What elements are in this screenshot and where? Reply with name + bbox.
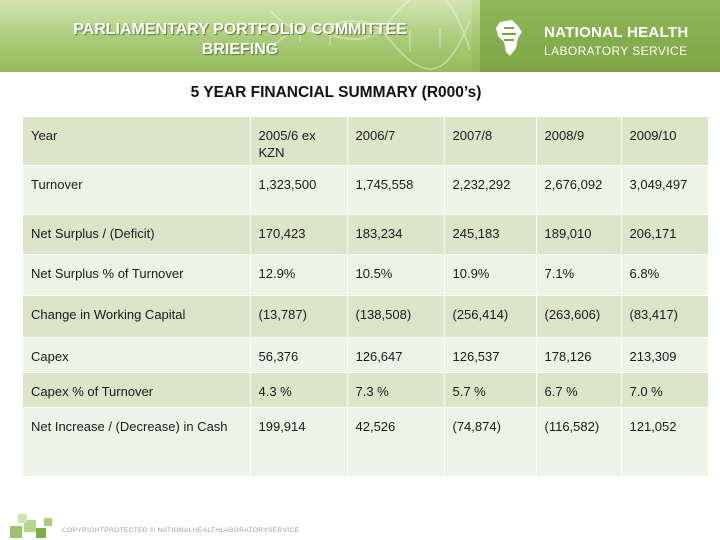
table-cell: 206,171	[621, 215, 708, 255]
table-cell: 178,126	[536, 338, 621, 373]
table-cell: 5.7 %	[444, 373, 536, 408]
table-cell: 126,537	[444, 338, 536, 373]
table-cell: 170,423	[250, 215, 347, 255]
header-cell: 2005/6 ex KZN	[250, 117, 347, 166]
header-cell: 2008/9	[536, 117, 621, 166]
table-cell: 10.9%	[444, 255, 536, 296]
row-label: Capex	[23, 338, 250, 373]
financial-summary-table	[23, 116, 708, 476]
table-cell: (13,787)	[250, 296, 347, 338]
title-line-1: PARLIAMENTARY PORTFOLIO COMMITTEE	[73, 21, 407, 38]
table-cell: (263,606)	[536, 296, 621, 338]
table-cell: (256,414)	[444, 296, 536, 338]
table-cell: 2,676,092	[536, 166, 621, 215]
title-panel	[0, 0, 472, 72]
table-cell: 1,323,500	[250, 166, 347, 215]
table-cell: 3,049,497	[621, 166, 708, 215]
header-cell: 2007/8	[444, 117, 536, 166]
table-cell: 2,232,292	[444, 166, 536, 215]
africa-logo-icon	[492, 18, 526, 58]
table-cell: 213,309	[621, 338, 708, 373]
header-cell: 2006/7	[347, 117, 444, 166]
table-cell: 12.9%	[250, 255, 347, 296]
table-cell: 6.8%	[621, 255, 708, 296]
table-cell: 7.3 %	[347, 373, 444, 408]
table-row	[23, 255, 708, 296]
header-cell: 2009/10	[621, 117, 708, 166]
table-cell: (74,874)	[444, 408, 536, 476]
table-cell: 6.7 %	[536, 373, 621, 408]
table-row	[23, 215, 708, 255]
table-cell: 126,647	[347, 338, 444, 373]
table-cell: 10.5%	[347, 255, 444, 296]
table-row	[23, 296, 708, 338]
table-cell: 7.1%	[536, 255, 621, 296]
row-label: Change in Working Capital	[23, 296, 250, 338]
title-line-2: BRIEFING	[201, 41, 279, 58]
org-subtitle: LABORATORY SERVICE	[544, 44, 688, 58]
table-cell: (116,582)	[536, 408, 621, 476]
table-cell: 56,376	[250, 338, 347, 373]
table-row	[23, 338, 708, 373]
table-row	[23, 408, 708, 476]
table-cell: 121,052	[621, 408, 708, 476]
table-cell: (138,508)	[347, 296, 444, 338]
table-cell: 189,010	[536, 215, 621, 255]
header-banner	[0, 0, 720, 72]
table-cell: 4.3 %	[250, 373, 347, 408]
page-title	[30, 20, 450, 60]
section-title: 5 YEAR FINANCIAL SUMMARY (R000’s)	[190, 84, 482, 101]
table-cell: 183,234	[347, 215, 444, 255]
table-cell: 7.0 %	[621, 373, 708, 408]
table-row	[23, 166, 708, 215]
header-cell: Year	[23, 117, 250, 166]
row-label: Net Increase / (Decrease) in Cash	[23, 408, 250, 476]
org-name: NATIONAL HEALTH	[544, 24, 689, 41]
cubes-logo-icon	[6, 512, 58, 540]
table-cell: (83,417)	[621, 296, 708, 338]
row-label: Net Surplus % of Turnover	[23, 255, 250, 296]
row-label: Capex % of Turnover	[23, 373, 250, 408]
table-header-row	[23, 117, 708, 166]
table-cell: 199,914	[250, 408, 347, 476]
table-cell: 245,183	[444, 215, 536, 255]
table-row	[23, 373, 708, 408]
copyright-footer: COPYRIGHTPROTECTED © NATIONALHEALTHLABORATORYSERVICE	[62, 527, 300, 534]
row-label: Net Surplus / (Deficit)	[23, 215, 250, 255]
table-cell: 1,745,558	[347, 166, 444, 215]
table-cell: 42,526	[347, 408, 444, 476]
row-label: Turnover	[23, 166, 250, 215]
